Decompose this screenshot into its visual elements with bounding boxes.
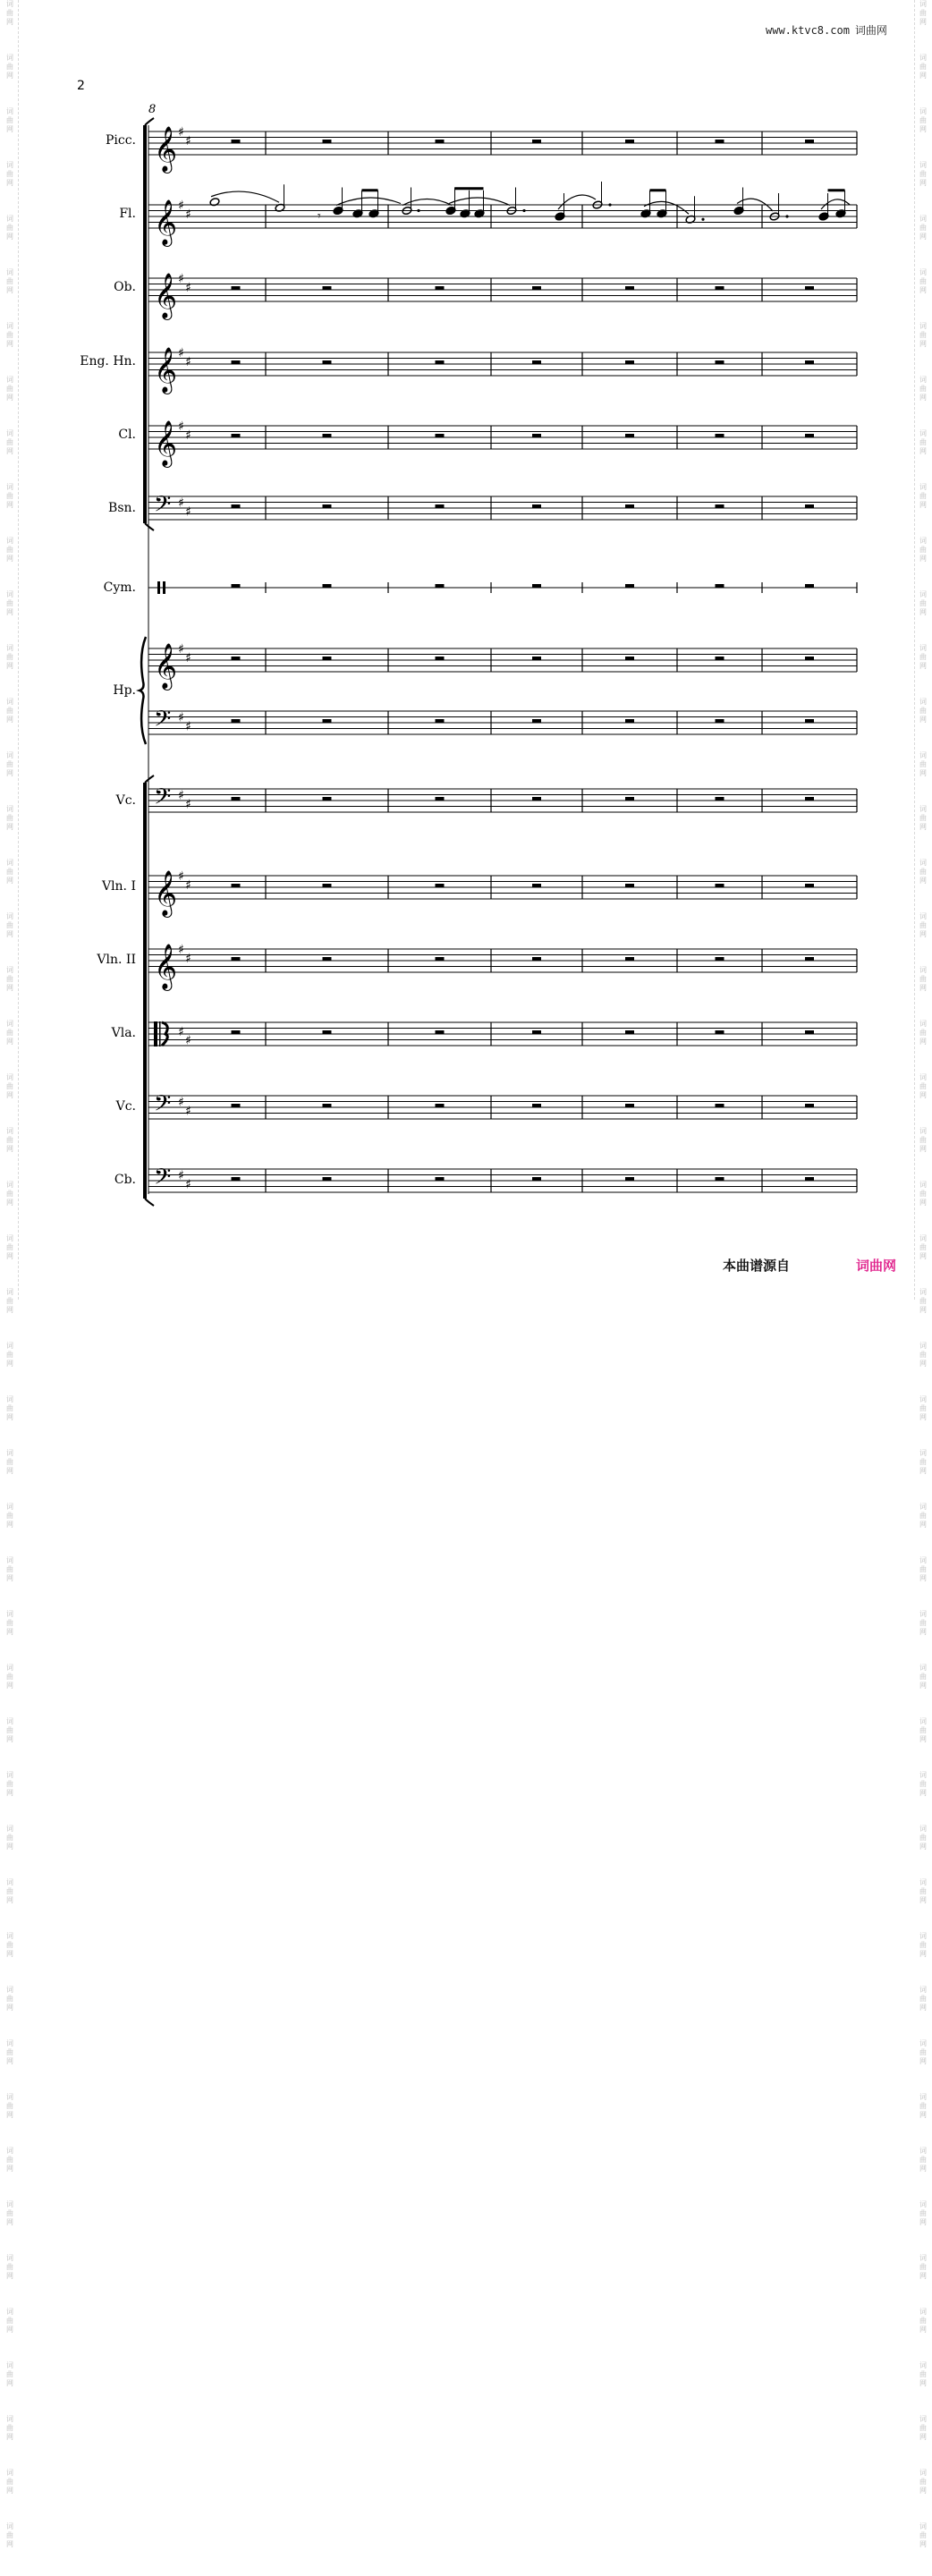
sharp-sign: ♯	[185, 1177, 191, 1192]
whole-rest	[805, 140, 814, 143]
whole-rest	[232, 434, 241, 437]
whole-rest	[532, 657, 541, 660]
whole-rest	[625, 140, 634, 143]
instrument-label: Fl.	[119, 207, 136, 221]
whole-rest	[625, 434, 634, 437]
whole-rest	[232, 657, 241, 660]
instrument-label: Cb.	[114, 1173, 136, 1187]
whole-rest	[532, 1177, 541, 1181]
sharp-sign: ♯	[185, 951, 191, 966]
whole-rest	[436, 1177, 445, 1181]
treble-clef: 𝄞	[154, 126, 178, 172]
whole-rest	[805, 286, 814, 290]
instrument-label: Eng. Hn.	[80, 354, 136, 369]
instrument-label: Ob.	[114, 280, 136, 294]
bass-clef: 𝄢	[154, 491, 172, 523]
bass-clef: 𝄢	[154, 706, 172, 738]
whole-rest	[436, 719, 445, 723]
whole-rest	[716, 1030, 724, 1034]
whole-rest	[625, 286, 634, 290]
whole-rest	[805, 584, 814, 588]
whole-rest	[625, 1177, 634, 1181]
slur	[821, 199, 850, 209]
whole-rest	[532, 434, 541, 437]
instrument-label: Vln. II	[97, 953, 136, 967]
whole-rest	[716, 140, 724, 143]
whole-rest	[716, 286, 724, 290]
harp-brace	[140, 637, 146, 744]
bass-clef: 𝄢	[154, 1090, 172, 1123]
footer-source-text: 本曲谱源自	[723, 1258, 791, 1274]
whole-rest	[625, 584, 634, 588]
sharp-sign: ♯	[178, 642, 184, 657]
instrument-label: Picc.	[105, 133, 136, 148]
percussion-clef	[157, 581, 160, 594]
sharp-sign: ♯	[178, 943, 184, 957]
whole-rest	[805, 1030, 814, 1034]
treble-clef: 𝄞	[154, 273, 178, 318]
sharp-sign: ♯	[178, 1095, 184, 1110]
whole-rest	[232, 797, 241, 801]
whole-rest	[532, 584, 541, 588]
whole-rest	[232, 719, 241, 723]
whole-rest	[532, 140, 541, 143]
slur	[211, 191, 279, 202]
treble-clef: 𝄞	[154, 420, 178, 466]
whole-rest	[436, 434, 445, 437]
treble-clef: 𝄞	[154, 643, 178, 689]
whole-rest	[805, 657, 814, 660]
eighth-rest: 𝄾	[318, 209, 321, 224]
note-dot	[608, 203, 611, 206]
whole-rest	[232, 360, 241, 364]
whole-rest	[436, 884, 445, 887]
percussion-clef	[163, 581, 165, 594]
sharp-sign: ♯	[185, 797, 191, 812]
whole-rest	[323, 719, 332, 723]
whole-rest	[436, 360, 445, 364]
whole-rest	[805, 504, 814, 508]
whole-rest	[323, 1030, 332, 1034]
whole-rest	[805, 884, 814, 887]
sharp-sign: ♯	[185, 1104, 191, 1119]
treble-clef: 𝄞	[154, 347, 178, 393]
treble-clef: 𝄞	[154, 870, 178, 916]
sharp-sign: ♯	[185, 354, 191, 369]
whole-rest	[805, 797, 814, 801]
instrument-label: Bsn.	[108, 501, 136, 515]
alto-clef	[159, 1021, 161, 1046]
whole-rest	[625, 1104, 634, 1107]
whole-rest	[436, 657, 445, 660]
whole-rest	[532, 719, 541, 723]
sharp-sign: ♯	[185, 1033, 191, 1048]
whole-rest	[805, 434, 814, 437]
right-watermark-strip: 词 曲 网 词 曲 网 词 曲 网 词 曲 网 词 曲 网 词 曲 网 词 曲 网 词 曲 网 词 曲 网 词 曲 网 词 曲 网 词 曲 网 词 曲 网 词 曲 网 词 曲 网 词 曲 网 词 曲 网 词 曲 网 词 曲 网 词 曲 网 词 曲 网 词 曲 网 词 曲 网 词 曲 网 词 曲 网 词 曲 网 词 曲 网 词 曲 网 词 曲 网 词 曲 网 词 曲 网 词 曲 网 词 曲 网 词 曲 网 词 曲 网 词 曲 网 词 曲 网 词 曲 网 词 曲 网 词 曲 网 词 曲 网 词 曲 网 词 曲 网 词 曲 网 词 曲 网 词 曲 网 词 曲 网 词 曲 网	[914, 0, 931, 1300]
whole-rest	[232, 140, 241, 143]
whole-rest	[436, 584, 445, 588]
sharp-sign: ♯	[178, 199, 184, 213]
sharp-sign: ♯	[185, 650, 191, 665]
sharp-sign: ♯	[185, 877, 191, 893]
instrument-label: Vln. I	[101, 879, 136, 894]
sharp-sign: ♯	[178, 1168, 184, 1183]
whole-rest	[716, 884, 724, 887]
instrument-label: Cym.	[103, 580, 136, 595]
sharp-sign: ♯	[178, 1024, 184, 1039]
whole-rest	[323, 884, 332, 887]
sharp-sign: ♯	[185, 504, 191, 520]
measure-number: 8	[148, 103, 157, 116]
whole-rest	[323, 1177, 332, 1181]
sharp-sign: ♯	[178, 419, 184, 434]
sharp-sign: ♯	[178, 272, 184, 286]
note-dot	[522, 209, 525, 212]
bass-clef: 𝄢	[154, 1164, 172, 1196]
whole-rest	[232, 1104, 241, 1107]
whole-rest	[625, 719, 634, 723]
sharp-sign: ♯	[185, 133, 191, 148]
site-url[interactable]: www.ktvc8.com	[766, 24, 850, 37]
instrument-label: Cl.	[118, 428, 136, 442]
whole-rest	[323, 584, 332, 588]
slur	[336, 198, 401, 206]
whole-rest	[532, 1030, 541, 1034]
whole-rest	[323, 1104, 332, 1107]
sharp-sign: ♯	[185, 207, 191, 222]
sharp-sign: ♯	[185, 280, 191, 295]
whole-rest	[532, 884, 541, 887]
whole-rest	[625, 360, 634, 364]
whole-rest	[436, 504, 445, 508]
whole-rest	[805, 1104, 814, 1107]
sharp-sign: ♯	[178, 125, 184, 140]
whole-rest	[716, 360, 724, 364]
site-name: 词曲网	[854, 24, 887, 37]
whole-rest	[532, 1104, 541, 1107]
whole-rest	[716, 719, 724, 723]
instrument-label: Vla.	[111, 1026, 136, 1040]
note-dot	[785, 215, 788, 217]
whole-rest	[323, 957, 332, 961]
instrument-label: Vc.	[115, 1099, 136, 1114]
whole-rest	[323, 434, 332, 437]
whole-rest	[625, 884, 634, 887]
whole-rest	[436, 957, 445, 961]
whole-rest	[716, 657, 724, 660]
whole-rest	[716, 504, 724, 508]
whole-rest	[805, 957, 814, 961]
instrument-label: Vc.	[115, 793, 136, 808]
alto-clef	[154, 1021, 157, 1046]
sharp-sign: ♯	[178, 788, 184, 803]
treble-clef: 𝄞	[154, 199, 178, 245]
whole-rest	[532, 360, 541, 364]
whole-rest	[323, 797, 332, 801]
whole-rest	[805, 1177, 814, 1181]
whole-rest	[323, 657, 332, 660]
whole-rest	[323, 504, 332, 508]
whole-rest	[323, 360, 332, 364]
whole-rest	[323, 286, 332, 290]
whole-rest	[232, 504, 241, 508]
whole-rest	[805, 719, 814, 723]
whole-rest	[716, 584, 724, 588]
whole-rest	[716, 957, 724, 961]
whole-rest	[232, 957, 241, 961]
whole-rest	[716, 797, 724, 801]
whole-rest	[532, 286, 541, 290]
whole-rest	[625, 657, 634, 660]
whole-rest	[232, 286, 241, 290]
sharp-sign: ♯	[178, 346, 184, 360]
whole-rest	[436, 1104, 445, 1107]
left-watermark-strip: 词 曲 网 词 曲 网 词 曲 网 词 曲 网 词 曲 网 词 曲 网 词 曲 网 词 曲 网 词 曲 网 词 曲 网 词 曲 网 词 曲 网 词 曲 网 词 曲 网 词 曲 网 词 曲 网 词 曲 网 词 曲 网 词 曲 网 词 曲 网 词 曲 网 词 曲 网 词 曲 网 词 曲 网 词 曲 网 词 曲 网 词 曲 网 词 曲 网 词 曲 网 词 曲 网 词 曲 网 词 曲 网 词 曲 网 词 曲 网 词 曲 网 词 曲 网 词 曲 网 词 曲 网 词 曲 网 词 曲 网 词 曲 网 词 曲 网 词 曲 网 词 曲 网 词 曲 网 词 曲 网 词 曲 网 词 曲 网	[2, 0, 19, 1300]
slur	[402, 199, 452, 206]
footer-brand-link[interactable]: 词曲网	[856, 1258, 897, 1274]
instrument-label: Hp.	[113, 683, 136, 698]
slur	[449, 198, 510, 206]
note-dot	[701, 218, 704, 221]
whole-rest	[716, 1104, 724, 1107]
treble-clef: 𝄞	[154, 944, 178, 989]
note-dot	[417, 209, 419, 212]
sharp-sign: ♯	[178, 869, 184, 884]
whole-rest	[625, 957, 634, 961]
whole-rest	[232, 884, 241, 887]
whole-rest	[436, 286, 445, 290]
page-number: 2	[77, 79, 85, 93]
whole-rest	[436, 797, 445, 801]
whole-rest	[716, 434, 724, 437]
whole-rest	[805, 360, 814, 364]
bass-clef: 𝄢	[154, 784, 172, 816]
whole-rest	[436, 140, 445, 143]
whole-rest	[532, 504, 541, 508]
whole-rest	[232, 584, 241, 588]
whole-rest	[625, 797, 634, 801]
sharp-sign: ♯	[185, 719, 191, 734]
whole-rest	[716, 1177, 724, 1181]
whole-rest	[232, 1030, 241, 1034]
whole-rest	[323, 140, 332, 143]
whole-rest	[232, 1177, 241, 1181]
sharp-sign: ♯	[185, 428, 191, 443]
whole-rest	[532, 957, 541, 961]
sharp-sign: ♯	[178, 710, 184, 725]
sharp-sign: ♯	[178, 496, 184, 511]
whole-rest	[625, 504, 634, 508]
whole-rest	[625, 1030, 634, 1034]
whole-rest	[436, 1030, 445, 1034]
whole-rest	[532, 797, 541, 801]
